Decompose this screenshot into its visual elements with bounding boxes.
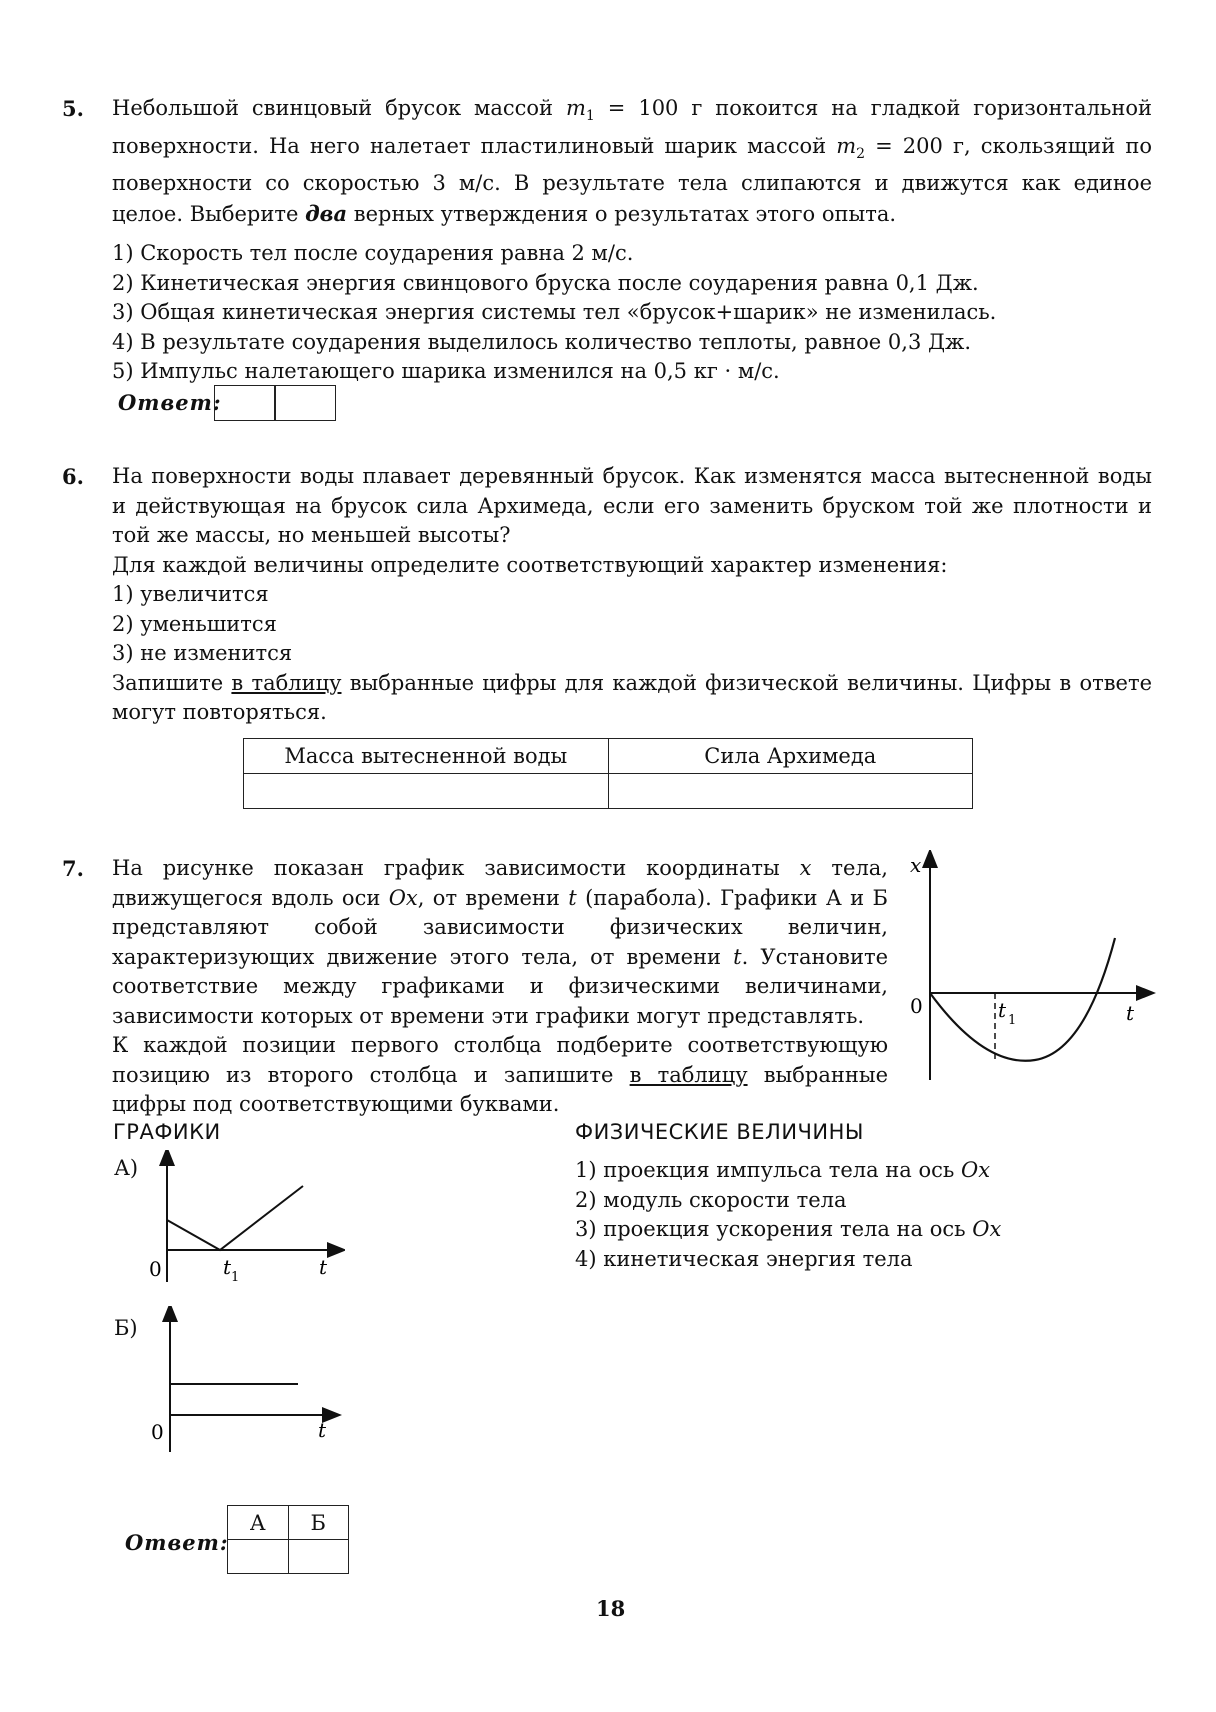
q7-text-c: , от времени xyxy=(417,885,569,910)
q7-instruction-pre: К каждой позиции первого столбца подберите соответствующую позицию из второго столбца и запишите xyxy=(112,1033,888,1087)
page-number: 18 xyxy=(596,1596,626,1621)
q5-var-m2: m xyxy=(836,133,857,158)
q7-quantity-2-text: 2) модуль скорости тела xyxy=(575,1187,847,1212)
q5-options xyxy=(112,239,1152,387)
q7-quantity-3 xyxy=(575,1215,1001,1245)
q5-option-2: 2) Кинетическая энергия свинцового бруска после соударения равна 0,1 Дж. xyxy=(112,270,979,295)
q7-quantity-4-text: 4) кинетическая энергия тела xyxy=(575,1246,913,1271)
q7-graph-a-line xyxy=(167,1186,303,1250)
q6-write-link: в таблицу xyxy=(231,670,342,695)
q6-answer-archimedes[interactable] xyxy=(608,774,972,809)
q5-option-3: 3) Общая кинетическая энергия системы тел «брусок+шарик» не изменилась. xyxy=(112,300,997,325)
q6-option-1: 1) увеличится xyxy=(112,582,269,606)
q5-answer-label: Ответ: xyxy=(118,390,222,415)
q7-quantities-header: ФИЗИЧЕСКИЕ ВЕЛИЧИНЫ xyxy=(575,1120,864,1144)
q7-text-d: (парабола). Графики А и Б представляют собой зависимости физических величин, характеризующих движение этого тела, от времени xyxy=(112,885,888,969)
q6-text: На поверхности воды плавает деревянный брусок. Как изменятся масса вытесненной воды и действующая на брусок сила Архимеда, если его заменить бруском той же плотности и той же массы, но меньшей высоты? xyxy=(112,464,1152,547)
q7-quantity-3-axis: Ox xyxy=(972,1217,1002,1241)
q7-graph-a-x-label: t xyxy=(319,1255,328,1279)
q6-option-2: 2) уменьшится xyxy=(112,611,277,636)
q7-main-t1-sub: 1 xyxy=(1008,1013,1017,1028)
q5-var-m: m xyxy=(566,96,586,120)
q5-option-1: 1) Скорость тел после соударения равна 2 м/с. xyxy=(112,241,634,266)
q7-quantity-1-axis: Ox xyxy=(961,1158,991,1182)
q7-answer-table xyxy=(227,1505,349,1574)
q5-text xyxy=(112,94,1152,229)
q7-quantity-1 xyxy=(575,1156,1001,1186)
q5-option-4: 4) В результате соударения выделилось количество теплоты, равное 0,3 Дж. xyxy=(112,329,972,354)
q6-header-mass: Масса вытесненной воды xyxy=(244,739,609,774)
q7-text-b: тела, движущегося вдоль оси xyxy=(112,856,888,910)
q7-answer-label: Ответ: xyxy=(125,1530,229,1555)
q7-graph-b-origin: 0 xyxy=(151,1420,164,1444)
q7-quantity-4 xyxy=(575,1245,1001,1275)
q7-instruction-link: в таблицу xyxy=(629,1062,748,1087)
q6-write-post: выбранные цифры для каждой физической величины. Цифры в ответе могут повторяться. xyxy=(112,670,1153,724)
q7-text xyxy=(112,854,888,1031)
q7-main-y-label: x xyxy=(910,853,922,877)
q5-text-c: = 200 г, скользящий по поверхности со скоростью 3 м/с. В результате тела слипаются и движутся как единое целое. Выберите xyxy=(112,133,1152,226)
q7-quantity-1-text: 1) проекция импульса тела на ось xyxy=(575,1158,961,1182)
q5-option-5: 5) Импульс налетающего шарика изменился на 0,5 кг · м/с. xyxy=(112,359,780,384)
q7-graphs-header: ГРАФИКИ xyxy=(113,1120,221,1144)
q7-graph-a-t1-sub: 1 xyxy=(231,1270,240,1285)
q6-answer-mass[interactable] xyxy=(244,774,609,809)
q6-block xyxy=(112,462,1152,728)
q7-main-t1-label: t xyxy=(998,998,1007,1022)
q6-instruction: Для каждой величины определите соответствующий характер изменения: xyxy=(112,552,948,577)
q7-graph-a-t1: t xyxy=(223,1255,232,1279)
q7-var-t: t xyxy=(568,885,577,910)
q7-var-t2: t xyxy=(733,944,742,969)
q7-number: 7. xyxy=(62,856,84,881)
q6-write-pre: Запишите xyxy=(112,670,232,695)
q7-var-x: x xyxy=(799,856,812,880)
q7-instruction-post: выбранные цифры под соответствующими буквами. xyxy=(112,1062,888,1116)
q5-sub-2: 2 xyxy=(856,145,866,162)
q7-answer-cell-b[interactable] xyxy=(288,1540,349,1574)
q7-quantity-2 xyxy=(575,1186,1001,1216)
q7-answer-cell-a[interactable] xyxy=(228,1540,289,1574)
q7-var-ox: Ox xyxy=(388,885,418,910)
q7-graph-a-origin: 0 xyxy=(149,1257,162,1281)
q7-text-e: . Установите соответствие между графиками и физическими величинами, зависимости которых от времени эти графики могут представлять. xyxy=(112,944,888,1028)
q7-answer-header-a: А xyxy=(228,1506,289,1540)
q7-main-x-label: t xyxy=(1126,1001,1135,1025)
q7-graph-a-label: А) xyxy=(114,1156,139,1180)
q6-option-3: 3) не изменится xyxy=(112,641,293,665)
q7-main-origin: 0 xyxy=(910,994,923,1018)
q5-answer-cell-2[interactable] xyxy=(274,385,336,421)
q5-text-a: Небольшой свинцовый брусок массой xyxy=(112,96,566,120)
q7-instruction xyxy=(112,1031,888,1120)
q7-graph-b-label: Б) xyxy=(114,1316,138,1340)
q7-graph-a xyxy=(145,1150,345,1290)
q7-graph-b xyxy=(148,1306,348,1456)
q5-block xyxy=(112,94,1152,387)
q5-emph-two: два xyxy=(305,200,348,226)
q6-number: 6. xyxy=(62,464,84,489)
q5-number: 5. xyxy=(62,96,84,121)
q7-quantity-3-text: 3) проекция ускорения тела на ось xyxy=(575,1217,973,1241)
q5-text-d: верных утверждения о результатах этого опыта. xyxy=(347,201,897,226)
q7-block xyxy=(112,854,888,1120)
q5-sub-1: 1 xyxy=(585,108,595,125)
q5-text-b: = 100 г покоится на гладкой горизонтальной поверхности. На него налетает пластилиновый шарик массой xyxy=(112,96,1152,158)
q6-write-instruction xyxy=(112,669,1152,728)
q5-answer-cell-1[interactable] xyxy=(214,385,276,421)
q7-answer-header-b: Б xyxy=(288,1506,349,1540)
q7-graph-b-x-label: t xyxy=(318,1418,327,1442)
q7-main-parabola xyxy=(930,938,1115,1061)
q7-main-graph xyxy=(890,850,1160,1090)
q7-quantities xyxy=(575,1156,1001,1274)
q6-header-archimedes: Сила Архимеда xyxy=(608,739,972,774)
q7-text-a: На рисунке показан график зависимости координаты xyxy=(112,856,800,880)
q6-answer-table xyxy=(243,738,973,809)
